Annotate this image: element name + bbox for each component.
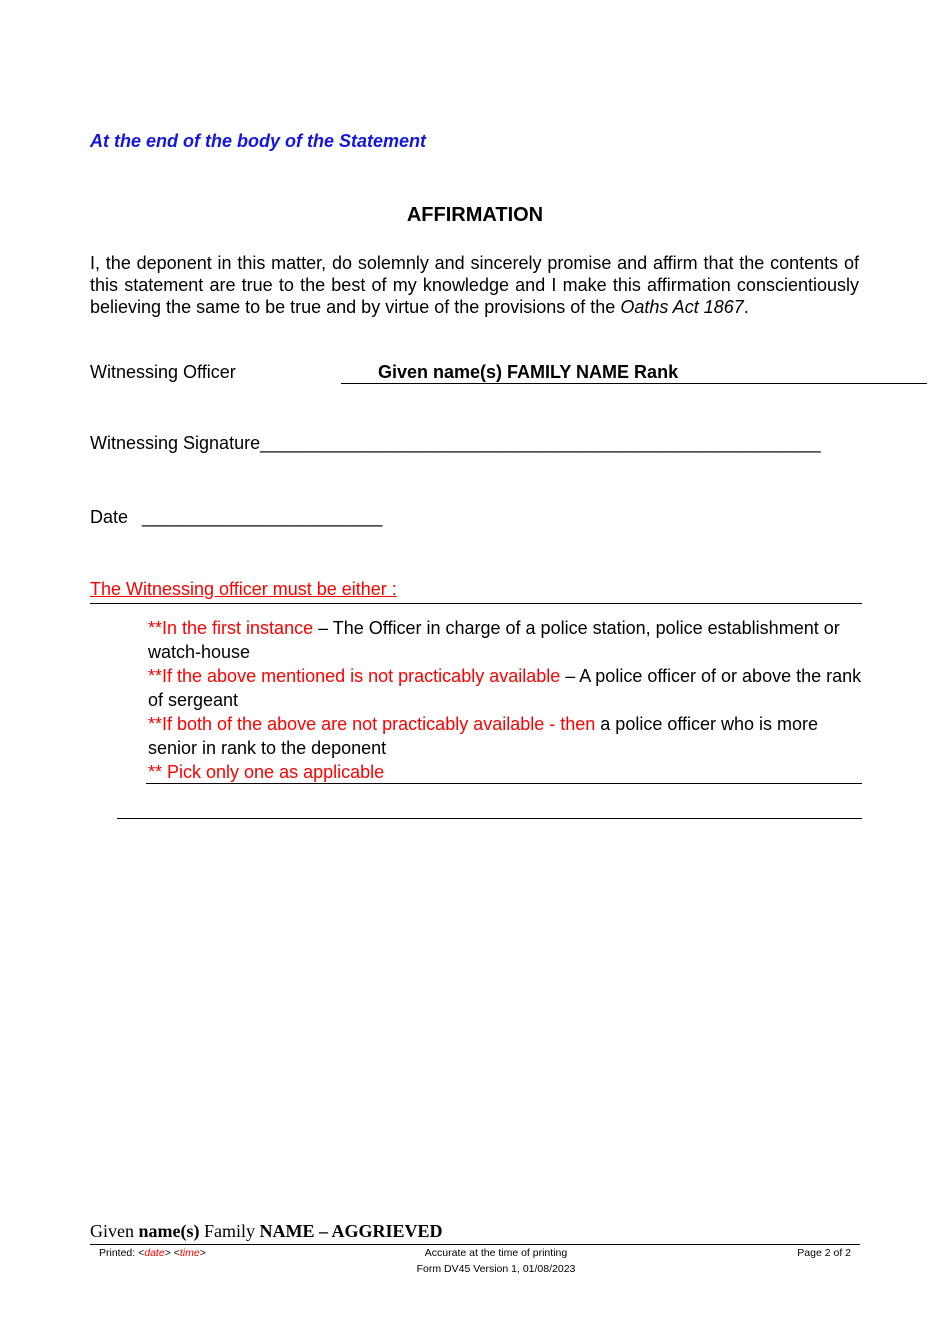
date-row — [90, 507, 382, 528]
option-prefix: **If the above mentioned is not practicably available — [148, 666, 561, 686]
witnessing-officer-field[interactable] — [341, 383, 927, 384]
printed-date-placeholder: date — [144, 1247, 165, 1259]
divider — [117, 818, 862, 819]
affirmation-end: . — [743, 297, 749, 317]
option-item — [148, 664, 862, 712]
witnessing-signature-field[interactable]: ________________________________________________________ — [260, 433, 821, 453]
footer-family-label: Family — [199, 1221, 260, 1241]
footer-form-version: Form DV45 Version 1, 01/08/2023 — [416, 1263, 576, 1275]
footer-page-number: Page 2 of 2 — [797, 1247, 851, 1259]
witnessing-officer-value: Given name(s) FAMILY NAME Rank — [378, 362, 679, 382]
option-prefix: **In the first instance — [148, 618, 314, 638]
witnessing-officer-heading: The Witnessing officer must be either : — [90, 579, 397, 599]
option-text: – The Officer in charge of a police station, police establishment or watch-house — [148, 618, 840, 662]
footer-divider — [90, 1244, 860, 1245]
footer-party-name — [90, 1221, 443, 1242]
printed-time-placeholder: time — [179, 1247, 200, 1259]
divider — [90, 603, 862, 604]
date-field[interactable]: ________________________ — [142, 507, 383, 527]
option-text: – A police officer of or above the rank of sergeant — [148, 666, 862, 710]
option-item — [148, 616, 862, 664]
date-label: Date — [90, 507, 129, 527]
footer-printed: Printed: <date> <time> — [99, 1247, 206, 1259]
footer-names-label: name(s) — [138, 1221, 200, 1241]
affirmation-text: I, the deponent in this matter, do solemnly and sincerely promise and affirm that the contents of this statement are true to the best of my knowledge and I make this affirmation conscientiously believing the same to be true and by virtue of the provisions of the — [90, 253, 859, 317]
witnessing-officer-label: Witnessing Officer — [90, 362, 236, 382]
instruction-note: At the end of the body of the Statement — [90, 131, 426, 151]
witnessing-signature-row — [90, 433, 821, 454]
pick-note: ** Pick only one as applicable — [148, 762, 385, 782]
footer-given-label: Given — [90, 1221, 139, 1241]
printed-label: Printed: — [99, 1247, 139, 1259]
witnessing-officer-row — [90, 362, 850, 388]
option-text: a police officer who is more senior in rank to the deponent — [148, 714, 819, 758]
officer-options-list — [148, 616, 862, 784]
page-title: AFFIRMATION — [406, 204, 544, 226]
affirmation-paragraph — [90, 252, 859, 318]
witnessing-signature-label: Witnessing Signature — [90, 433, 261, 453]
option-prefix: **If both of the above are not practicably available - then — [148, 714, 596, 734]
footer-accuracy: Accurate at the time of printing — [424, 1247, 568, 1259]
divider — [146, 783, 862, 784]
oaths-act-reference: Oaths Act 1867 — [620, 297, 744, 317]
option-item — [148, 712, 862, 760]
footer-role-label: NAME – AGGRIEVED — [259, 1221, 443, 1241]
